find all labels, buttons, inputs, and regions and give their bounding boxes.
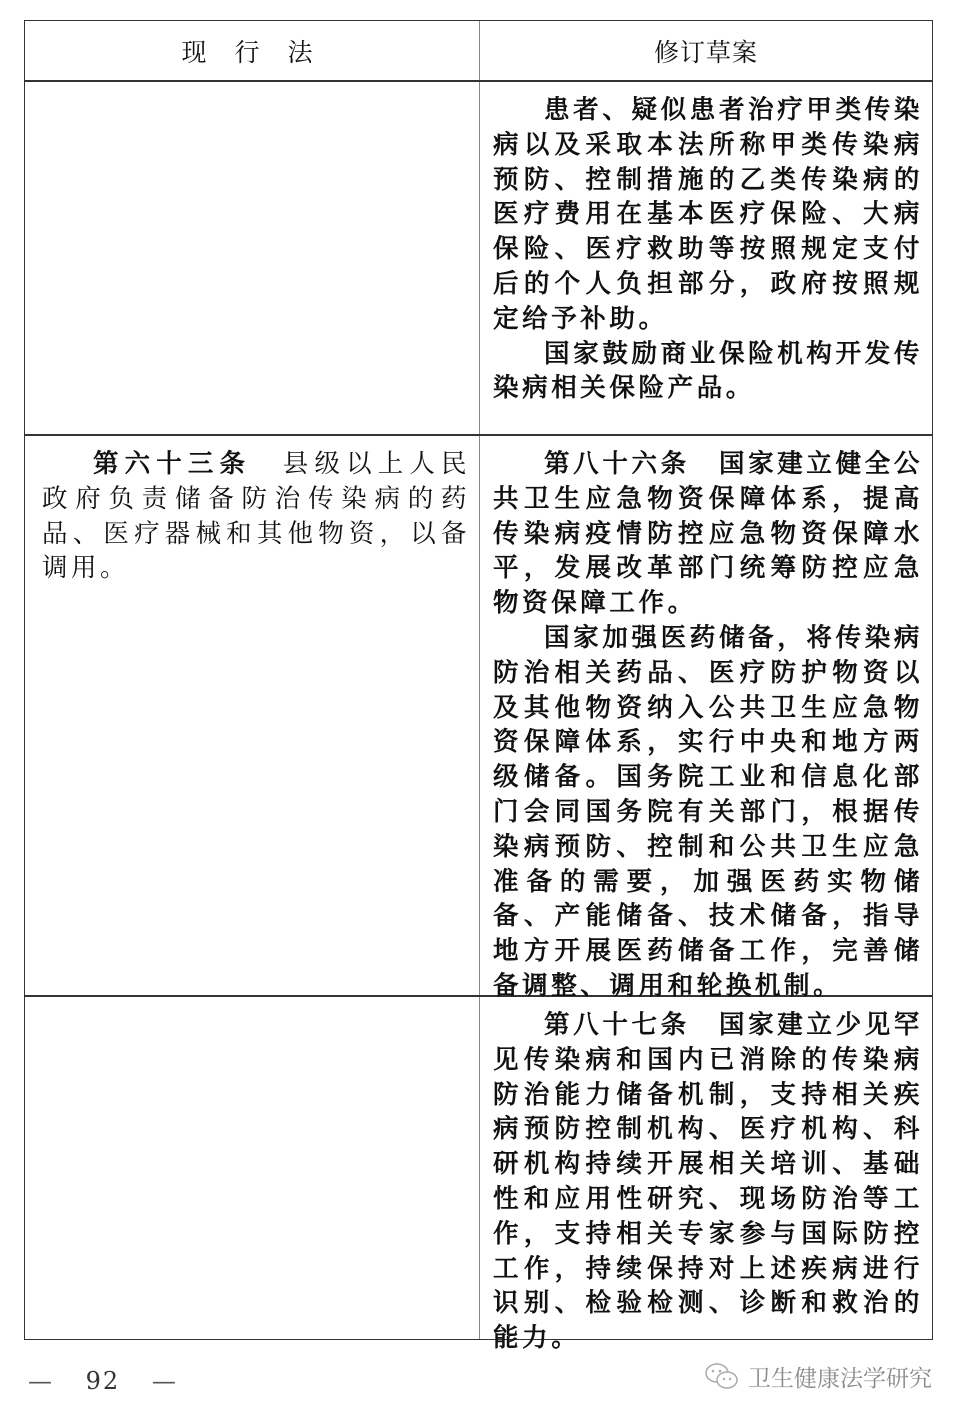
article-text: 县级以上人民政府负责储备防治传染病的药品、医疗器械和其他物资，以备调用。 [42, 449, 470, 584]
column-divider [479, 21, 480, 1339]
draft-paragraph: 国家鼓励商业保险机构开发传染病相关保险产品。 [493, 338, 923, 404]
header-draft: 修订草案 [653, 38, 758, 67]
row-1-draft [493, 93, 923, 406]
row-3-draft [493, 1008, 923, 1356]
draft-paragraph: 国家加强医药储备，将传染病防治相关药品、医疗防护物资以及其他物资纳入公共卫生应急物资保障体系，实行中央和地方两级储备。国务院工业和信息化部门会同国务院有关部门，根据传染病预防、控制和公共卫生应急准备的需要，加强医药实物储备、产能储备、技术储备，指导地方开展医药储备工作，完善储备调整、调用和轮换机制。 [493, 622, 923, 1001]
wechat-icon [704, 1362, 740, 1392]
dash-left: — [28, 1367, 54, 1395]
article-number: 第六十三条 [93, 449, 252, 479]
watermark [704, 1360, 932, 1393]
watermark-text: 卫生健康法学研究 [748, 1366, 932, 1392]
row-2-current-law [42, 447, 470, 586]
page-number-value: 92 [85, 1367, 121, 1395]
dash-right: — [151, 1367, 178, 1395]
draft-paragraph: 患者、疑似患者治疗甲类传染病以及采取本法所称甲类传染病预防、控制措施的乙类传染病的医疗费用在基本医疗保险、大病保险、医疗救助等按照规定支付后的个人负担部分，政府按照规定给予补助。 [493, 95, 923, 334]
row-divider [25, 434, 932, 436]
header-current-law: 现 行 法 [181, 38, 323, 67]
page-number [28, 1367, 178, 1395]
comparison-table [24, 20, 933, 1354]
row-2-draft [493, 447, 923, 1004]
draft-paragraph: 第八十七条 国家建立少见罕见传染病和国内已消除的传染病防治能力储备机制，支持相关疾病预防控制机构、医疗机构、科研机构持续开展相关培训、基础性和应用性研究、现场防治等工作，支持相关专家参与国际防控工作，持续保持对上述疾病进行识别、检验检测、诊断和救治的能力。 [493, 1010, 923, 1354]
draft-paragraph: 第八十六条 国家建立健全公共卫生应急物资保障体系，提高传染病疫情防控应急物资保障水平，发展改革部门统筹防控应急物资保障工作。 [493, 449, 923, 619]
